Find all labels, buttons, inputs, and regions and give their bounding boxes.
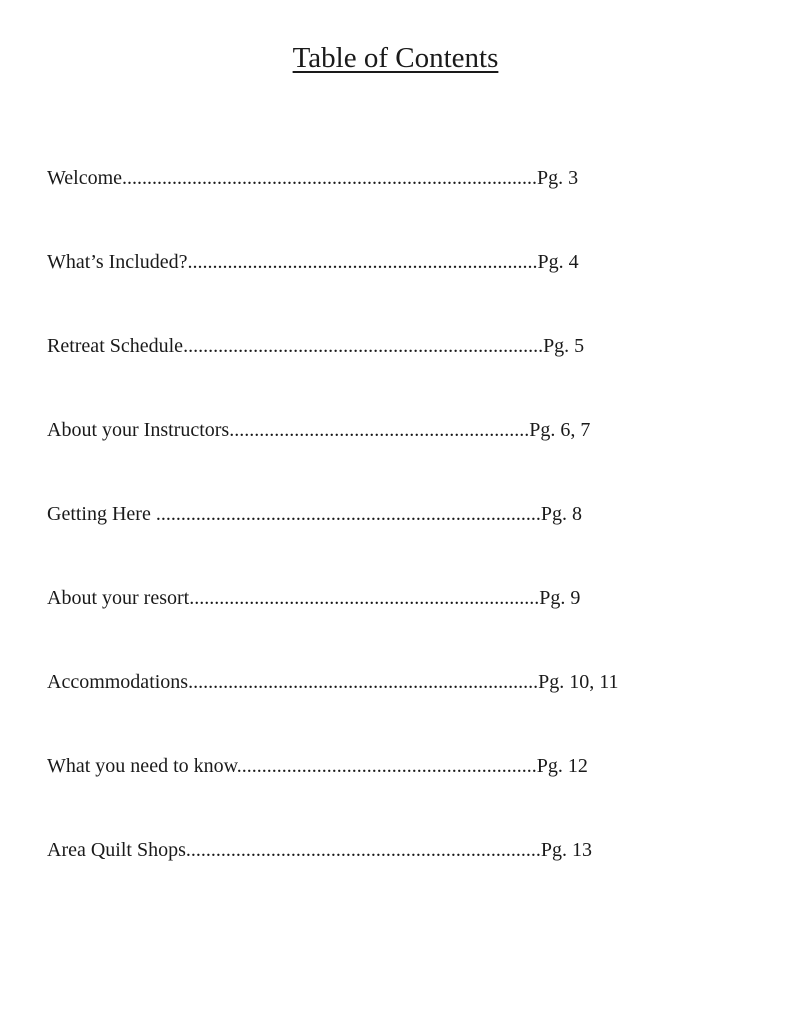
toc-entry-page: Pg. 6, 7 — [529, 419, 591, 441]
toc-entry-page: Pg. 10, 11 — [538, 671, 619, 693]
toc-entry-page: Pg. 12 — [536, 755, 588, 777]
toc-entry-label: Area Quilt Shops — [47, 839, 186, 861]
toc-entry-page: Pg. 9 — [539, 587, 581, 609]
toc-entry — [47, 752, 747, 836]
toc-entry — [47, 668, 747, 752]
page-title — [0, 40, 791, 76]
toc-entry-label: About your Instructors — [47, 419, 230, 441]
toc-entry-leader: ...................................................................... — [189, 587, 540, 609]
toc-entry-leader: ............................................................................. — [155, 503, 541, 525]
toc-entry-page: Pg. 8 — [540, 503, 582, 525]
toc-list — [47, 164, 747, 920]
toc-entry — [47, 584, 747, 668]
toc-entry-label: Accommodations — [47, 671, 189, 693]
toc-entry-leader: ................................................................................... — [122, 167, 538, 189]
toc-entry-label: What’s Included? — [47, 251, 188, 273]
page-title-text: Table of Contents — [292, 42, 499, 74]
toc-entry-leader: ....................................................................... — [185, 839, 541, 861]
toc-entry-label: Retreat Schedule — [47, 335, 184, 357]
toc-entry-leader: ............................................................ — [236, 755, 537, 777]
toc-entry-leader: ............................................................ — [229, 419, 530, 441]
toc-entry-leader: ...................................................................... — [187, 251, 538, 273]
toc-entry-leader: ........................................................................ — [183, 335, 544, 357]
toc-entry — [47, 500, 747, 584]
toc-entry-label: Getting Here — [47, 503, 156, 525]
toc-entry — [47, 416, 747, 500]
toc-entry-page: Pg. 3 — [537, 167, 579, 189]
toc-entry-page: Pg. 5 — [543, 335, 585, 357]
toc-entry-page: Pg. 4 — [537, 251, 579, 273]
toc-entry — [47, 248, 747, 332]
toc-entry-label: About your resort — [47, 587, 190, 609]
toc-entry-page: Pg. 13 — [540, 839, 593, 861]
toc-entry — [47, 164, 747, 248]
toc-entry-label: Welcome — [47, 167, 123, 189]
toc-entry — [47, 836, 747, 920]
toc-entry-label: What you need to know — [47, 755, 237, 777]
toc-entry — [47, 332, 747, 416]
toc-entry-leader: ...................................................................... — [188, 671, 539, 693]
